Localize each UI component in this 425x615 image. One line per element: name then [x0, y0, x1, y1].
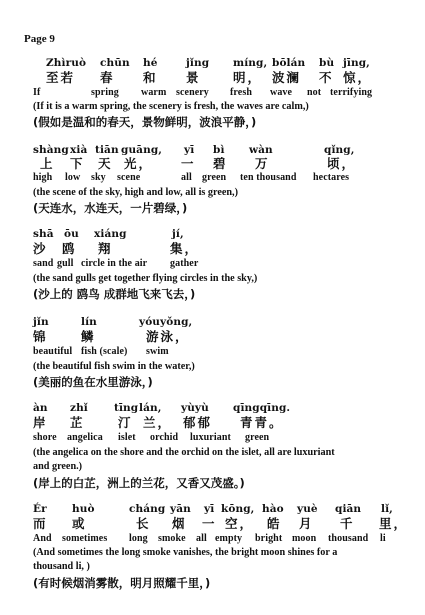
gloss-word: high: [33, 172, 53, 183]
hanzi-word: 鸥: [62, 241, 77, 256]
gloss-word: And: [33, 533, 52, 544]
stanza-6-chinese-translation: (有时候烟消雾散，明月照耀千里，): [33, 576, 211, 590]
hanzi-word: 游泳，: [146, 329, 190, 344]
stanza-2-translation: (the scene of the sky, high and low, all is green,): [33, 187, 238, 198]
pinyin-word: yān: [170, 503, 191, 515]
stanza-5-gloss-row: [0, 431, 425, 447]
stanza-2-gloss-row: [0, 171, 425, 187]
pinyin-word: shā: [33, 228, 54, 240]
pinyin-word: ōu: [64, 228, 79, 240]
hanzi-word: 长: [136, 516, 151, 531]
gloss-word: bright: [255, 533, 283, 544]
pinyin-word: xià: [70, 144, 88, 156]
gloss-word: gull: [57, 258, 74, 269]
gloss-word: empty: [215, 533, 243, 544]
hanzi-word: 天: [98, 156, 113, 171]
pinyin-word: bì: [213, 144, 225, 156]
gloss-word: orchid: [150, 432, 179, 443]
hanzi-word: 岸: [33, 415, 48, 430]
pinyin-word: Ér: [33, 503, 47, 515]
pinyin-word: yùyù: [181, 402, 209, 414]
page-number: Page 9: [24, 33, 55, 45]
stanza-3-chinese-translation: (沙上的 鸥鸟 成群地飞来飞去，): [33, 287, 196, 301]
pinyin-word: hé: [143, 57, 158, 69]
gloss-word: green: [202, 172, 227, 183]
gloss-word: not: [307, 87, 322, 98]
hanzi-word: 郁郁: [183, 415, 213, 430]
stanza-1-hanzi-row: [0, 70, 425, 86]
gloss-word: hectares: [313, 172, 350, 183]
pinyin-word: bù: [319, 57, 335, 69]
hanzi-word: 芷: [70, 415, 85, 430]
hanzi-word: 一: [181, 156, 196, 171]
gloss-word: beautiful: [33, 346, 73, 357]
hanzi-word: 下: [70, 156, 85, 171]
gloss-word: all: [196, 533, 207, 544]
stanza-4-chinese-translation: (美丽的鱼在水里游泳，): [33, 375, 153, 389]
pinyin-word: zhǐ: [70, 402, 88, 414]
hanzi-word: 空，: [225, 516, 255, 531]
pinyin-word: yī: [184, 144, 195, 156]
hanzi-word: 集，: [170, 241, 200, 256]
stanza-4-gloss-row: [0, 345, 425, 361]
gloss-word: scenery: [176, 87, 209, 98]
hanzi-word: 一: [202, 516, 217, 531]
hanzi-word: 至若: [46, 70, 76, 85]
hanzi-word: 鳞: [81, 329, 96, 344]
gloss-word: luxuriant: [190, 432, 231, 443]
gloss-word: warm: [141, 87, 167, 98]
hanzi-word: 春: [100, 70, 115, 85]
gloss-word: smoke: [158, 533, 186, 544]
pinyin-word: hào: [262, 503, 284, 515]
pinyin-word: huò: [72, 503, 95, 515]
hanzi-word: 波澜: [272, 70, 302, 85]
pinyin-word: yuè: [297, 503, 318, 515]
gloss-word: li: [380, 533, 386, 544]
gloss-word: sand: [33, 258, 54, 269]
pinyin-word: wàn: [249, 144, 273, 156]
gloss-word: low: [65, 172, 81, 183]
stanza-5-translation-line-1: (the angelica on the shore and the orchid on the islet, all are luxuriant: [33, 447, 335, 458]
gloss-word: swim: [146, 346, 169, 357]
gloss-word: wave: [270, 87, 293, 98]
hanzi-word: 皓: [267, 516, 282, 531]
hanzi-word: 上: [40, 156, 55, 171]
pinyin-word: qiān: [335, 503, 362, 515]
stanza-5-hanzi-row: [0, 415, 425, 431]
stanza-2-hanzi-row: [0, 156, 425, 172]
pinyin-word: lǐ,: [381, 503, 393, 515]
pinyin-word: míng,: [233, 57, 268, 69]
stanza-3-translation: (the sand gulls get together flying circles in the sky,): [33, 273, 258, 284]
pinyin-word: jǐn: [33, 316, 49, 328]
stanza-4-translation: (the beautiful fish swim in the water,): [33, 361, 195, 372]
pinyin-word: qǐng,: [324, 144, 355, 156]
stanza-2-chinese-translation: (天连水，水连天，一片碧绿，): [33, 201, 188, 215]
hanzi-word: 里，: [379, 516, 409, 531]
pinyin-word: jīng,: [343, 57, 370, 69]
stanza-6-hanzi-row: [0, 516, 425, 532]
pinyin-word: cháng: [129, 503, 166, 515]
hanzi-word: 月: [299, 516, 314, 531]
hanzi-word: 景: [186, 70, 201, 85]
hanzi-word: 明，: [233, 70, 263, 85]
stanza-5-translation-line-2: and green.): [33, 461, 83, 472]
gloss-word: scene: [117, 172, 141, 183]
hanzi-word: 碧: [213, 156, 228, 171]
stanza-1-chinese-translation: (假如是温和的春天，景物鲜明，波浪平静，): [33, 115, 257, 129]
pinyin-word: qīngqīng.: [233, 402, 291, 414]
hanzi-word: 顷，: [327, 156, 357, 171]
gloss-word: islet: [118, 432, 136, 443]
stanza-1-translation: (If it is a warm spring, the scenery is fresh, the waves are calm,): [33, 101, 309, 112]
gloss-word: thousand: [328, 533, 369, 544]
hanzi-word: 千: [340, 516, 355, 531]
pinyin-word: yī: [204, 503, 215, 515]
gloss-word: angelica: [67, 432, 103, 443]
pinyin-word: lín: [81, 316, 97, 328]
gloss-word: fresh: [230, 87, 252, 98]
hanzi-word: 和: [143, 70, 158, 85]
hanzi-word: 烟: [172, 516, 187, 531]
stanza-6-translation-line-1: (And sometimes the long smoke vanishes, the bright moon shines for a: [33, 547, 338, 558]
gloss-word: circle in the air: [81, 258, 148, 269]
pinyin-word: jǐng: [186, 57, 210, 69]
gloss-word: moon: [292, 533, 317, 544]
hanzi-word: 惊，: [343, 70, 373, 85]
pinyin-word: chūn: [100, 57, 130, 69]
pinyin-word: jí,: [172, 228, 184, 240]
pinyin-word: bōlán: [272, 57, 306, 69]
gloss-word: ten thousand: [240, 172, 297, 183]
gloss-word: all: [181, 172, 192, 183]
stanza-5-chinese-translation: (岸上的白芷，洲上的兰花，又香又茂盛。): [33, 476, 245, 490]
gloss-word: spring: [91, 87, 119, 98]
hanzi-word: 沙: [33, 241, 48, 256]
hanzi-word: 青青。: [240, 415, 284, 430]
pinyin-word: xiáng: [94, 228, 127, 240]
hanzi-word: 而: [33, 516, 48, 531]
pinyin-word: tīng: [114, 402, 139, 414]
pinyin-word: Zhìruò: [46, 57, 87, 69]
pinyin-word: tiān: [95, 144, 119, 156]
gloss-word: terrifying: [330, 87, 373, 98]
pinyin-word: shàng: [33, 144, 69, 156]
gloss-word: shore: [33, 432, 57, 443]
gloss-word: sometimes: [62, 533, 108, 544]
gloss-word: long: [129, 533, 148, 544]
hanzi-word: 或: [72, 516, 87, 531]
stanza-3-gloss-row: [0, 257, 425, 273]
pinyin-word: àn: [33, 402, 48, 414]
pinyin-word: guāng,: [121, 144, 163, 156]
hanzi-word: 翔: [98, 241, 113, 256]
gloss-word: If: [33, 87, 41, 98]
pinyin-word: lán,: [139, 402, 162, 414]
hanzi-word: 不: [319, 70, 334, 85]
hanzi-word: 汀: [118, 415, 133, 430]
hanzi-word: 锦: [33, 329, 48, 344]
gloss-word: gather: [170, 258, 199, 269]
gloss-word: sky: [91, 172, 106, 183]
pinyin-word: yóuyǒng,: [139, 316, 193, 328]
hanzi-word: 兰，: [143, 415, 173, 430]
stanza-3-hanzi-row: [0, 241, 425, 257]
gloss-word: fish (scale): [81, 346, 128, 357]
stanza-4-hanzi-row: [0, 329, 425, 345]
pinyin-word: kōng,: [221, 503, 255, 515]
hanzi-word: 光，: [124, 156, 154, 171]
gloss-word: green: [245, 432, 270, 443]
stanza-6-translation-line-2: thousand li, ): [33, 561, 90, 572]
hanzi-word: 万: [255, 156, 270, 171]
